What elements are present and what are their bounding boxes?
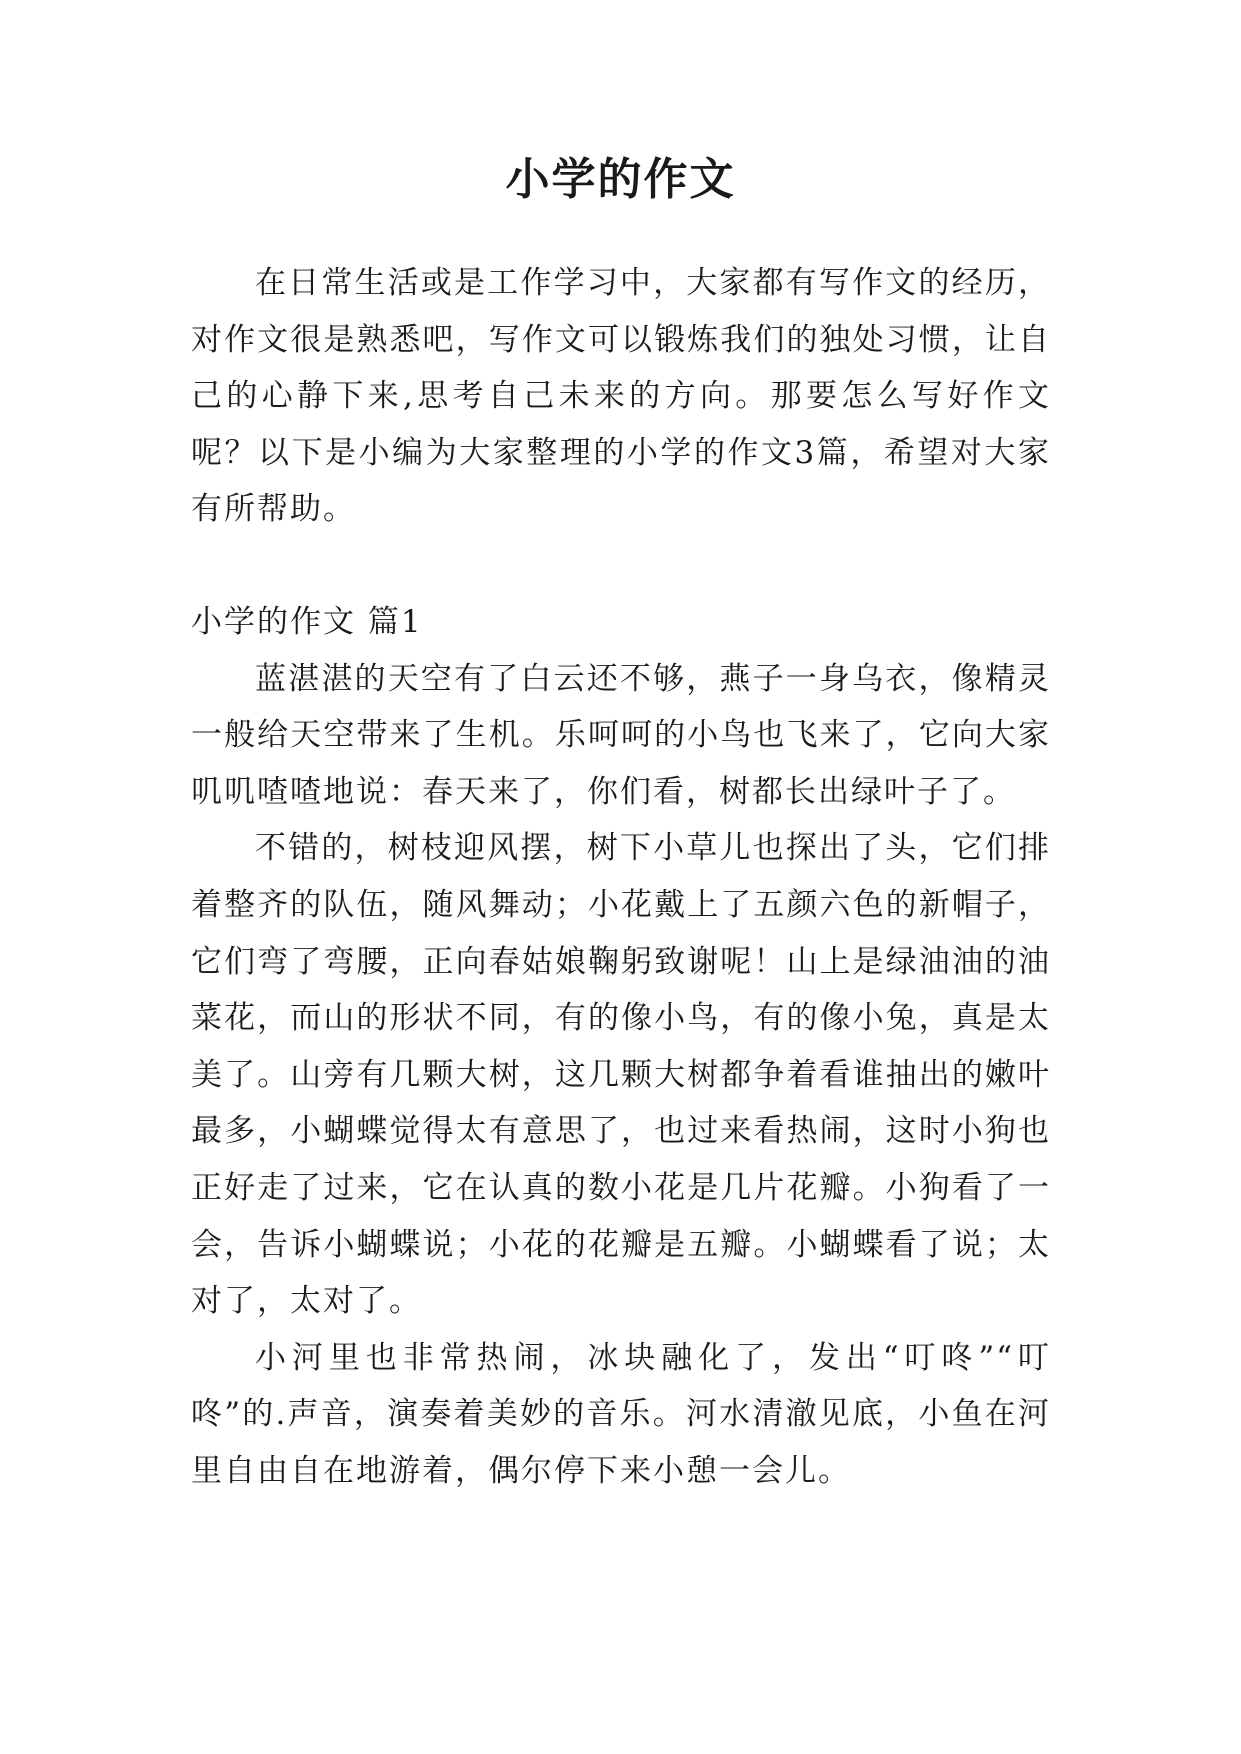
intro-paragraph: 在日常生活或是工作学习中，大家都有写作文的经历，对作文很是熟悉吧，写作文可以锻炼我们的独处习惯，让自己的心静下来,思考自己未来的方向。那要怎么写好作文呢？以下是小编为大家整理的小学的作文3篇，希望对大家有所帮助。	[191, 265, 1051, 528]
body-paragraph-2: 不错的，树枝迎风摆，树下小草儿也探出了头，它们排着整齐的队伍，随风舞动；小花戴上了五颜六色的新帽子，它们弯了弯腰，正向春姑娘鞠躬致谢呢！山上是绿油油的油菜花，而山的形状不同，有的像小鸟，有的像小兔，真是太美了。山旁有几颗大树，这几颗大树都争着看谁抽出的嫩叶最多，小蝴蝶觉得太有意思了，也过来看热闹，这时小狗也正好走了过来，它在认真的数小花是几片花瓣。小狗看了一会，告诉小蝴蝶说；小花的花瓣是五瓣。小蝴蝶看了说；太对了，太对了。	[191, 830, 1051, 1320]
body-paragraph-1: 蓝湛湛的天空有了白云还不够，燕子一身乌衣，像精灵一般给天空带来了生机。乐呵呵的小鸟也飞来了，它向大家叽叽喳喳地说：春天来了，你们看，树都长出绿叶子了。	[191, 660, 1051, 810]
document-body	[191, 255, 1051, 1499]
document-title: 小学的作文	[505, 154, 736, 205]
section-heading: 小学的作文 篇1	[191, 603, 423, 640]
body-paragraph-3: 小河里也非常热闹，冰块融化了，发出“叮咚”“叮咚”的.声音，演奏着美妙的音乐。河水清澈见底，小鱼在河里自由自在地游着，偶尔停下来小憩一会儿。	[191, 1339, 1051, 1489]
